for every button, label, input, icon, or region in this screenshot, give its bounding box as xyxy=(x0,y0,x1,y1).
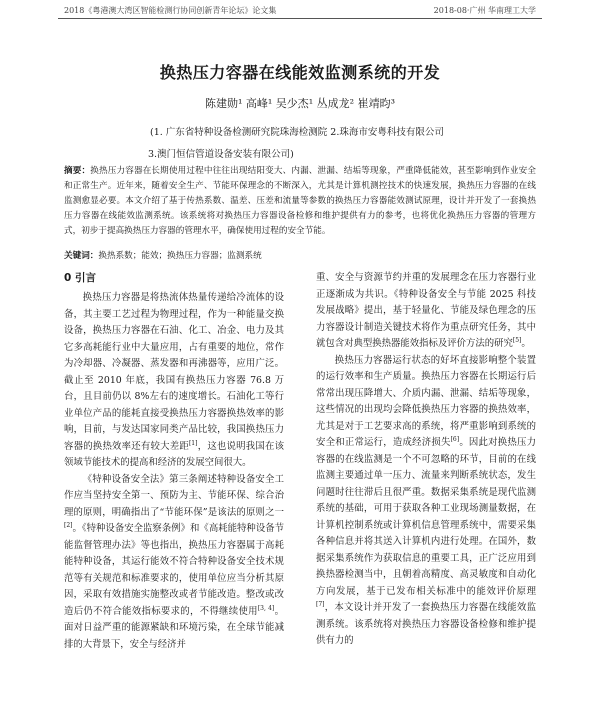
right-column xyxy=(316,270,536,650)
citation: [1] xyxy=(188,439,198,447)
affiliation-line-1: (1. 广东省特种设备检测研究院珠海检测院 2.珠海市安粤科技有限公司 xyxy=(150,127,444,138)
section-heading-introduction: 0 引言 xyxy=(64,272,96,284)
paragraph: 《特种设备安全法》第三条阐述特种设备安全工作应当坚持安全第一、预防为主、节能环保、综合治理的原则，明确指出了“节能环保”是该法的原则之一[2]。《特种设备安全监察条例》和《高耗能特种设备节能监督管理办法》等也指出，换热压力容器属于高耗能特种设备，其运行能效不符合特种设备安全技术规范等有关规范和标准要求的，使用单位应当分析其原因，采取有效措施实施整改或者节能改造。整改或改造后仍不符合能效指标要求的，不得继续使用[3, 4]。面对日益严重的能源紧缺和环境污染，在全球节能减排的大背景下，安全与经济并 xyxy=(64,473,284,650)
citation: [2] xyxy=(64,521,73,529)
paragraph: 换热压力容器是将热流体热量传递给冷流体的设备，其主要工艺过程为物理过程，作为一种能量交换设备，换热压力容器在石油、化工、冶金、电力及其它多高耗能行业中大量应用，占有重要的地位，常作为冷却器、冷凝器、蒸发器和再沸器等，应用广泛。截止至 2010 年底，我国有换热压力容器 76.8 万台，且目前仍以 8%左右的速度增长。石油化工等行业单位产品的能耗直接受换热压力容器换热效率的影响，目前，与发达国家同类产品比较，我国换热压力容器的换热效率还有较大差距[1]，这也说明我国在该领域节能技术的提高和经济的发展空间很大。 xyxy=(64,292,284,468)
abstract-label: 摘要： xyxy=(64,166,91,176)
citation: [3, 4] xyxy=(257,604,275,612)
abstract xyxy=(64,164,536,239)
citation: [5] xyxy=(512,336,522,344)
header-right: 2018-08·广州 华南理工大学 xyxy=(433,6,536,15)
left-column xyxy=(64,268,284,653)
keywords-text: 换热系数；能效；换热压力容器；监测系统 xyxy=(98,251,262,261)
author-list: 陈建勋¹ 高峰¹ 吴少杰¹ 丛成龙² 崔靖昀³ xyxy=(204,97,396,110)
paragraph: 重、安全与资源节约并重的发展理念在压力容器行业正逐渐成为共识。《特种设备安全与节能 2025 科技发展战略》提出，基于轻量化、节能及绿色理念的压力容器设计制造关键技术将作为重点研究任务，其中就包含对典型换热器能效指标及评价方法的研究[5]。 xyxy=(316,272,536,349)
affiliation-line-2: 3.澳门恒信管道设备安装有限公司) xyxy=(148,149,294,160)
citation: [7] xyxy=(316,600,325,608)
header-rule xyxy=(58,18,542,19)
running-header xyxy=(64,5,536,19)
paper-title: 换热压力容器在线能效监测系统的开发 xyxy=(159,63,441,82)
header-left: 2018《粤港澳大湾区智能检测行协同创新青年论坛》论文集 xyxy=(64,6,277,15)
abstract-text: 换热压力容器在长期使用过程中往往出现结阳变大、内漏、泄漏、结垢等现象，严重降低能效，甚至影响到作业安全和正常生产。近年来，随着安全生产、节能环保理念的不断深入，尤其是计算机测控技术的快速发展，换热压力容器的在线监测愈显必要。本文介绍了基于传热系数、温差、压差和流量等参数的换热压力容器能效测试原理，设计并开发了一套换热压力容器在线能效监测系统。该系统将对换热压力容器设备检修和维护提供有力的参考，也将优化换热压力容器的管理方式，初步于提高换热压力容器的管理水平，确保使用过程的安全节能。 xyxy=(64,166,536,236)
paragraph: 换热压力容器运行状态的好坏直接影响整个装置的运行效率和生产质量。换热压力容器在长期运行后常常出现压降增大、介质内漏、泄漏、结垢等现象，这些情况的出现均会降低换热压力容器的换热效率，尤其是对于工艺要求高的系统，将严重影响到系统的安全和正常运行，造成经济损失[6]。因此对换热压力容器的在线监测是一个不可忽略的环节，目前的在线监测主要通过单一压力、流量来判断系统状态，发生问题时往往滞后且很严重。数据采集系统是现代监测系统的基础，可用于获取各种工业现场测量数据，在计算机控制系统或计算机信息管理系统中，需要采集各种信息并将其送入计算机内进行处理。在国外，数据采集系统作为获取信息的重要工具，正广泛应用到换热器检测当中，且朝着高精度、高灵敏度和自动化方向发展，基于已发布相关标准中的能效评价原理[7]，本文设计并开发了一套换热压力容器在线能效监测系统。该系统将对换热压力容器设备检修和维护提供有力的 xyxy=(316,354,536,646)
citation: [6] xyxy=(450,435,460,443)
keywords-label: 关键词： xyxy=(64,251,99,261)
keywords xyxy=(64,249,536,261)
